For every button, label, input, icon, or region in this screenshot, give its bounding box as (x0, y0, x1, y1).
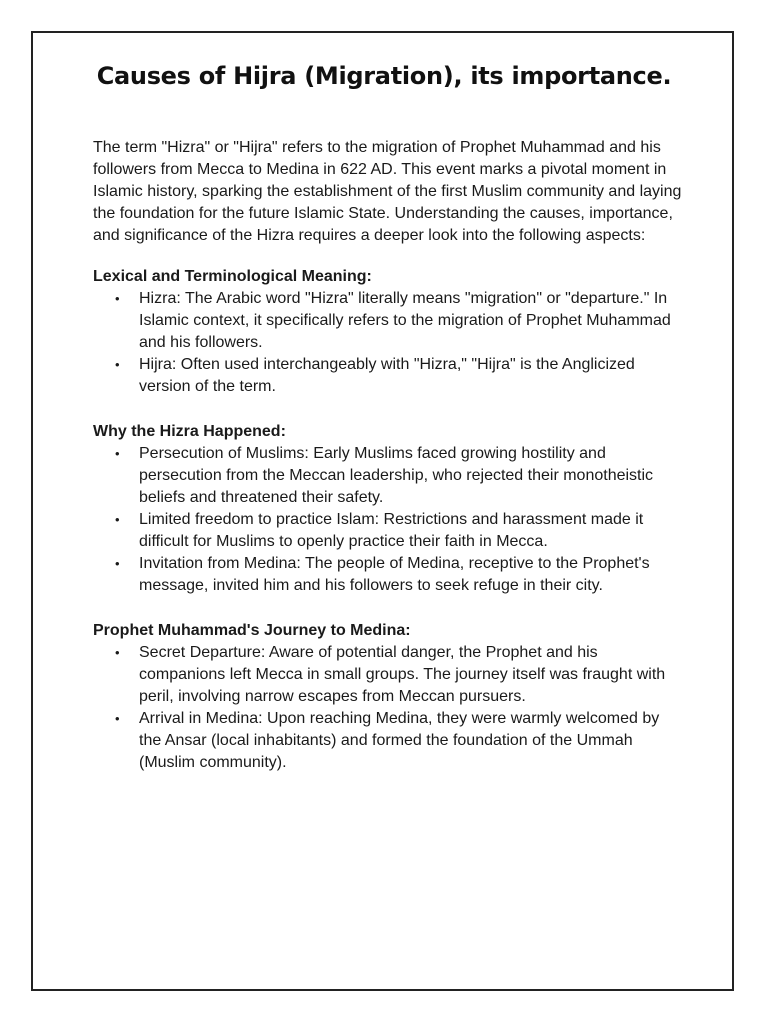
document-title: Causes of Hijra (Migration), its importance. (96, 62, 672, 90)
bullet-icon: • (115, 357, 120, 372)
list-item-text: Secret Departure: Aware of potential danger, the Prophet and his companions left Mecca in small groups. The journey itself was fraught with peril, involving narrow escapes from Meccan pursuers. (139, 644, 666, 705)
bullet-icon: • (115, 446, 120, 461)
section-list-why (93, 443, 685, 597)
list-item-text: Invitation from Medina: The people of Medina, receptive to the Prophet's message, invited him and his followers to seek refuge in their city. (139, 555, 650, 594)
list-item (93, 509, 685, 553)
intro-paragraph: The term "Hizra" or "Hijra" refers to the migration of Prophet Muhammad and his followers from Mecca to Medina in 622 AD. This event marks a pivotal moment in Islamic history, sparking the establishment of the first Muslim community and laying the foundation for the future Islamic State. Understanding the causes, importance, and significance of the Hizra requires a deeper look into the following aspects: (93, 139, 682, 244)
section-list-meaning (93, 288, 685, 398)
bullet-icon: • (115, 711, 120, 726)
list-item (93, 708, 685, 774)
list-item (93, 354, 685, 398)
list-item-text: Limited freedom to practice Islam: Restrictions and harassment made it difficult for Muslims to openly practice their faith in Mecca. (139, 511, 644, 550)
list-item-text: Hizra: The Arabic word "Hizra" literally means "migration" or "departure." In Islamic context, it specifically refers to the migration of Prophet Muhammad and his followers. (139, 290, 671, 351)
document-body (93, 137, 685, 774)
bullet-icon: • (115, 645, 120, 660)
bullet-icon: • (115, 556, 120, 571)
section-heading-why: Why the Hizra Happened: (93, 423, 286, 440)
section-heading-meaning: Lexical and Terminological Meaning: (93, 268, 372, 285)
list-item (93, 553, 685, 597)
section-heading-journey: Prophet Muhammad's Journey to Medina: (93, 622, 411, 639)
list-item-text: Arrival in Medina: Upon reaching Medina, they were warmly welcomed by the Ansar (local inhabitants) and formed the foundation of the Ummah (Muslim community). (139, 710, 660, 771)
section-list-journey (93, 642, 685, 774)
list-item (93, 642, 685, 708)
list-item (93, 443, 685, 509)
list-item-text: Persecution of Muslims: Early Muslims faced growing hostility and persecution from the Meccan leadership, who rejected their monotheistic beliefs and threatened their safety. (139, 445, 654, 506)
list-item (93, 288, 685, 354)
bullet-icon: • (115, 291, 120, 306)
list-item-text: Hijra: Often used interchangeably with "Hizra," "Hijra" is the Anglicized version of the term. (139, 356, 635, 395)
bullet-icon: • (115, 512, 120, 527)
